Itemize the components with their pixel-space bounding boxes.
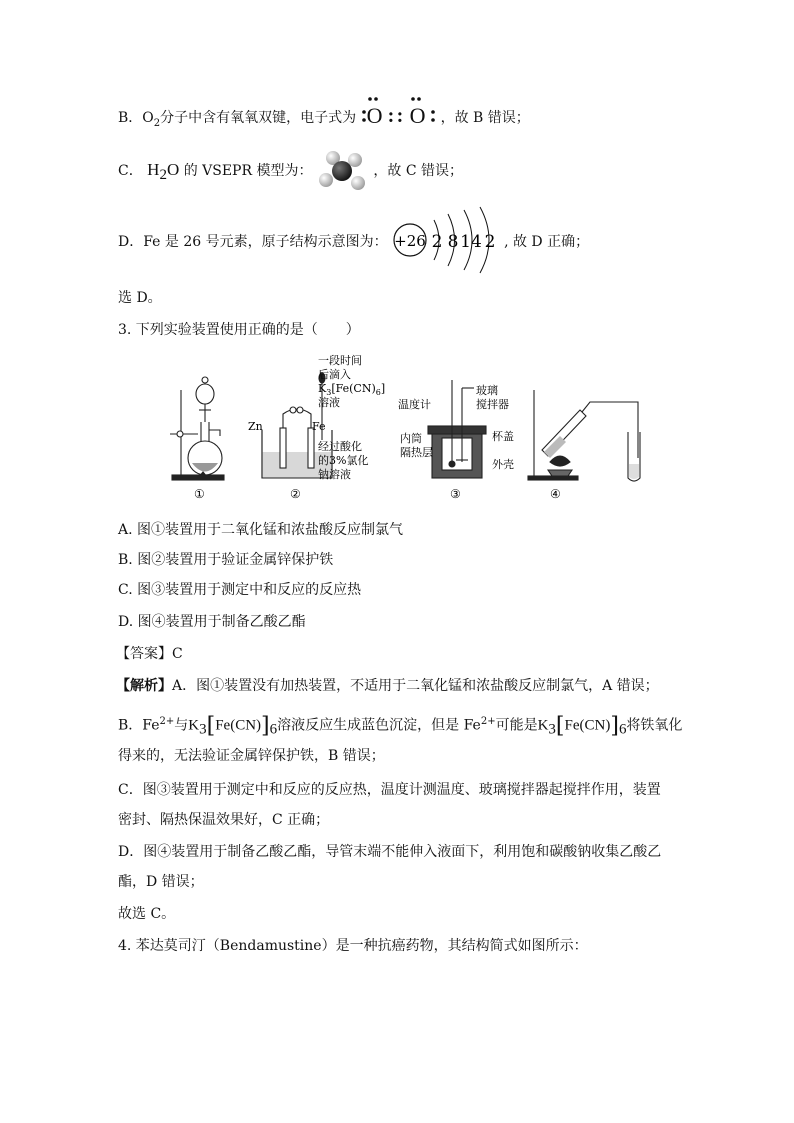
analysis-d-line1: D．图④装置用于制备乙酸乙酯，导管末端不能伸入液面下，利用饱和碳酸钠收集乙酸乙 bbox=[118, 844, 662, 860]
o-atom-2: O bbox=[409, 103, 426, 128]
apparatus-4 bbox=[528, 390, 640, 481]
label-sol3: 钠溶液 bbox=[318, 468, 351, 481]
analysis-b-line2: 得来的，无法验证金属锌保护铁，B 错误； bbox=[118, 748, 385, 764]
label-reagent: $K_3[Fe(CN)_6]$ bbox=[318, 382, 386, 397]
label-sol1: 经过酸化 bbox=[318, 440, 362, 453]
caption-3: ③ bbox=[450, 487, 461, 500]
shell-electrons-4: 2 bbox=[484, 232, 496, 252]
analysis-c-line2: 密封、隔热保温效果好，C 正确； bbox=[118, 812, 330, 828]
caption-2: ② bbox=[290, 487, 301, 500]
option-d-line: D．Fe 是 26 号元素，原子结构示意图为： +26 2 8 14 2 , 故 D 正确； bbox=[118, 232, 589, 252]
bond-colon-1: : bbox=[387, 105, 395, 127]
label-sol2: 的3%氯化 bbox=[318, 454, 369, 467]
label-top1: 一段时间 bbox=[318, 354, 362, 367]
question-3-stem: 3. 下列实验装置使用正确的是（ ） bbox=[118, 322, 360, 338]
label-insulation: 隔热层 bbox=[400, 446, 433, 459]
apparatus-figure bbox=[150, 350, 670, 500]
analysis-b-line1: B．$Fe^{2+}$与$K_3[Fe(CN)]_6$溶液反应生成蓝色沉淀，但是 $Fe^{2+}$可能是$K_3[Fe(CN)]_6$将铁氧化 bbox=[118, 713, 683, 739]
question-4-stem: 4. 苯达莫司汀（Bendamustine）是一种抗癌药物，其结构简式如图所示： bbox=[118, 938, 588, 954]
option-c: C. 图③装置用于测定中和反应的反应热 bbox=[118, 582, 362, 598]
apparatus-1 bbox=[170, 377, 224, 480]
select-c: 故选 C。 bbox=[118, 906, 176, 922]
fe-atomic-structure-diagram bbox=[392, 202, 504, 276]
shell-electrons-1: 2 bbox=[431, 232, 443, 252]
label-fe: Fe bbox=[312, 420, 326, 433]
analysis-c-line1: C．图③装置用于测定中和反应的反应热，温度计测温度、玻璃搅拌器起搅拌作用，装置 bbox=[118, 782, 661, 798]
option-c-line: C． $H_2O$ 的 VSEPR 模型为： ，故 C 错误； bbox=[118, 160, 463, 185]
label-thermometer: 温度计 bbox=[398, 398, 431, 411]
label-inner-cylinder: 内筒 bbox=[400, 432, 422, 445]
label-top4: 溶液 bbox=[318, 396, 340, 409]
shell-electrons-3: 14 bbox=[460, 232, 482, 252]
o-atom-1: O bbox=[366, 103, 383, 128]
bond-colon-2: : bbox=[396, 105, 404, 127]
analysis-d-line2: 酯，D 错误； bbox=[118, 874, 204, 890]
option-a: A. 图①装置用于二氧化锰和浓盐酸反应制氯气 bbox=[118, 522, 404, 538]
option-d: D. 图④装置用于制备乙酸乙酯 bbox=[118, 614, 306, 630]
option-b: B. 图②装置用于验证金属锌保护铁 bbox=[118, 552, 334, 568]
caption-1: ① bbox=[194, 487, 205, 500]
label-top2: 后滴入 bbox=[318, 368, 351, 381]
analysis-a: 【解析】A．图①装置没有加热装置，不适用于二氧化锰和浓盐酸反应制氯气，A 错误； bbox=[116, 678, 659, 694]
option-b-line: B．$O_2$分子中含有氧氧双键，电子式为 O : : O ，故 B 错误； bbox=[118, 108, 530, 134]
select-d: 选 D。 bbox=[118, 290, 162, 306]
label-lid: 杯盖 bbox=[492, 430, 514, 443]
nucleus-charge: +26 bbox=[394, 232, 426, 250]
label-shell: 外壳 bbox=[492, 458, 514, 471]
label-stir1: 玻璃 bbox=[476, 384, 498, 397]
caption-4: ④ bbox=[550, 487, 561, 500]
o2-electron-formula bbox=[361, 103, 441, 128]
shell-electrons-2: 8 bbox=[447, 232, 459, 252]
vsepr-model-icon bbox=[317, 149, 369, 193]
answer: 【答案】C bbox=[116, 646, 183, 662]
label-stir2: 搅拌器 bbox=[476, 398, 509, 411]
label-zn: Zn bbox=[248, 420, 263, 433]
